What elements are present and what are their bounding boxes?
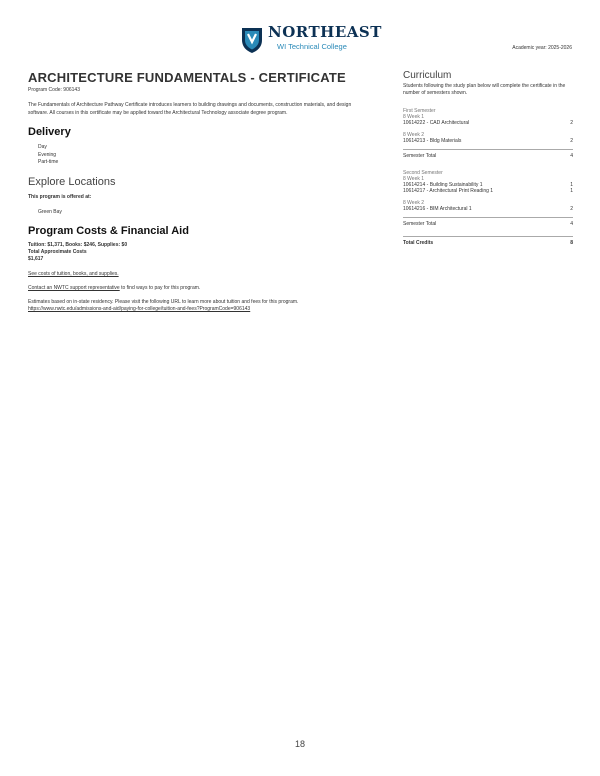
delivery-item: Evening <box>38 151 57 158</box>
curriculum-heading: Curriculum <box>403 70 452 81</box>
course-name: 10614214 - Building Sustainability 1 <box>403 181 483 188</box>
course-name: 10614216 - BIM Architectural 1 <box>403 205 472 212</box>
college-logo <box>240 23 382 54</box>
page-number: 18 <box>294 739 305 749</box>
offered-at-label: This program is offered at: <box>28 193 92 200</box>
page-title: ARCHITECTURE FUNDAMENTALS - CERTIFICATE <box>28 70 346 85</box>
week-label: 8 Week 1 <box>403 114 425 120</box>
total-credits-value: 8 <box>570 239 573 246</box>
program-main-column <box>28 70 378 313</box>
total-credits-label: Total Credits <box>403 239 434 246</box>
see-costs-link[interactable]: See costs of tuition, books, and supplies. <box>28 271 119 277</box>
course-credits: 2 <box>570 205 573 212</box>
semester-total-label: Semester Total <box>403 153 437 159</box>
week-label: 8 Week 1 <box>403 175 425 182</box>
program-description: The Fundamentals of Architecture Pathway Certificate introduces learners to building drawings and documents, construction materials, and design software. All courses in this certificate may be applied toward the Architectural Technology associate degree program. <box>28 102 352 116</box>
location-item: Green Bay <box>38 208 62 215</box>
logo-name: NORTHEAST <box>268 23 382 41</box>
semester-label: Second Semester <box>403 169 443 176</box>
semester-label: First Semester <box>403 108 436 114</box>
curriculum-intro: Students following the study plan below will complete the certificate in the number of semesters shown. <box>403 83 566 96</box>
course-name: 10614222 - CAD Architectural <box>403 120 470 126</box>
estimates-note: Estimates based on in-state residency. Please visit the following URL to learn more about tuition and fees for this program. <box>28 299 299 305</box>
semester-total-row <box>403 217 573 228</box>
total-cost-value: $1,617 <box>28 256 44 262</box>
week-label: 8 Week 2 <box>403 131 425 138</box>
semester-total-label: Semester Total <box>403 221 437 227</box>
course-row <box>403 120 573 127</box>
curriculum-sidebar <box>403 70 573 246</box>
semester-total-row <box>403 149 573 160</box>
course-row <box>403 188 573 195</box>
semester-total-value: 4 <box>570 221 573 227</box>
week-label: 8 Week 2 <box>403 199 425 206</box>
logo-subtitle: WI Technical College <box>277 42 347 51</box>
semester-total-value: 4 <box>570 153 573 159</box>
page-header <box>0 0 600 60</box>
course-row <box>403 138 573 145</box>
academic-year: Academic year: 2025-2026 <box>512 45 572 51</box>
delivery-item: Part-time <box>38 159 59 165</box>
costs-heading: Program Costs & Financial Aid <box>28 225 189 237</box>
delivery-list <box>28 144 378 167</box>
total-credits-row <box>403 236 573 247</box>
cost-breakdown: Tuition: $1,371, Books: $246, Supplies: $0 <box>28 242 128 248</box>
course-name: 10614213 - Bldg Materials <box>403 137 462 144</box>
total-cost-label: Total Approximate Costs <box>28 249 87 255</box>
contact-text: to find ways to pay for this program. <box>119 285 201 291</box>
contact-line <box>28 285 378 292</box>
course-credits: 2 <box>570 137 573 144</box>
semester-block <box>403 170 573 228</box>
shield-logo-icon <box>240 26 264 54</box>
course-credits: 2 <box>570 120 573 126</box>
course-credits: 1 <box>570 181 573 188</box>
course-credits: 1 <box>570 188 573 194</box>
program-code: Program Code: 906143 <box>28 87 80 93</box>
course-name: 10614217 - Architectural Print Reading 1 <box>403 188 494 194</box>
course-row <box>403 206 573 213</box>
delivery-heading: Delivery <box>28 126 71 138</box>
semester-block <box>403 108 573 160</box>
delivery-item: Day <box>38 144 47 150</box>
contact-support-link[interactable]: Contact an NWTC support representative <box>28 285 120 291</box>
locations-list <box>28 209 378 217</box>
locations-heading: Explore Locations <box>28 175 116 188</box>
tuition-fees-url-link[interactable]: https://www.nwtc.edu/admissions-and-aid/paying-for-college/tuition-and-fees?ProgramCode=906143 <box>28 306 251 312</box>
